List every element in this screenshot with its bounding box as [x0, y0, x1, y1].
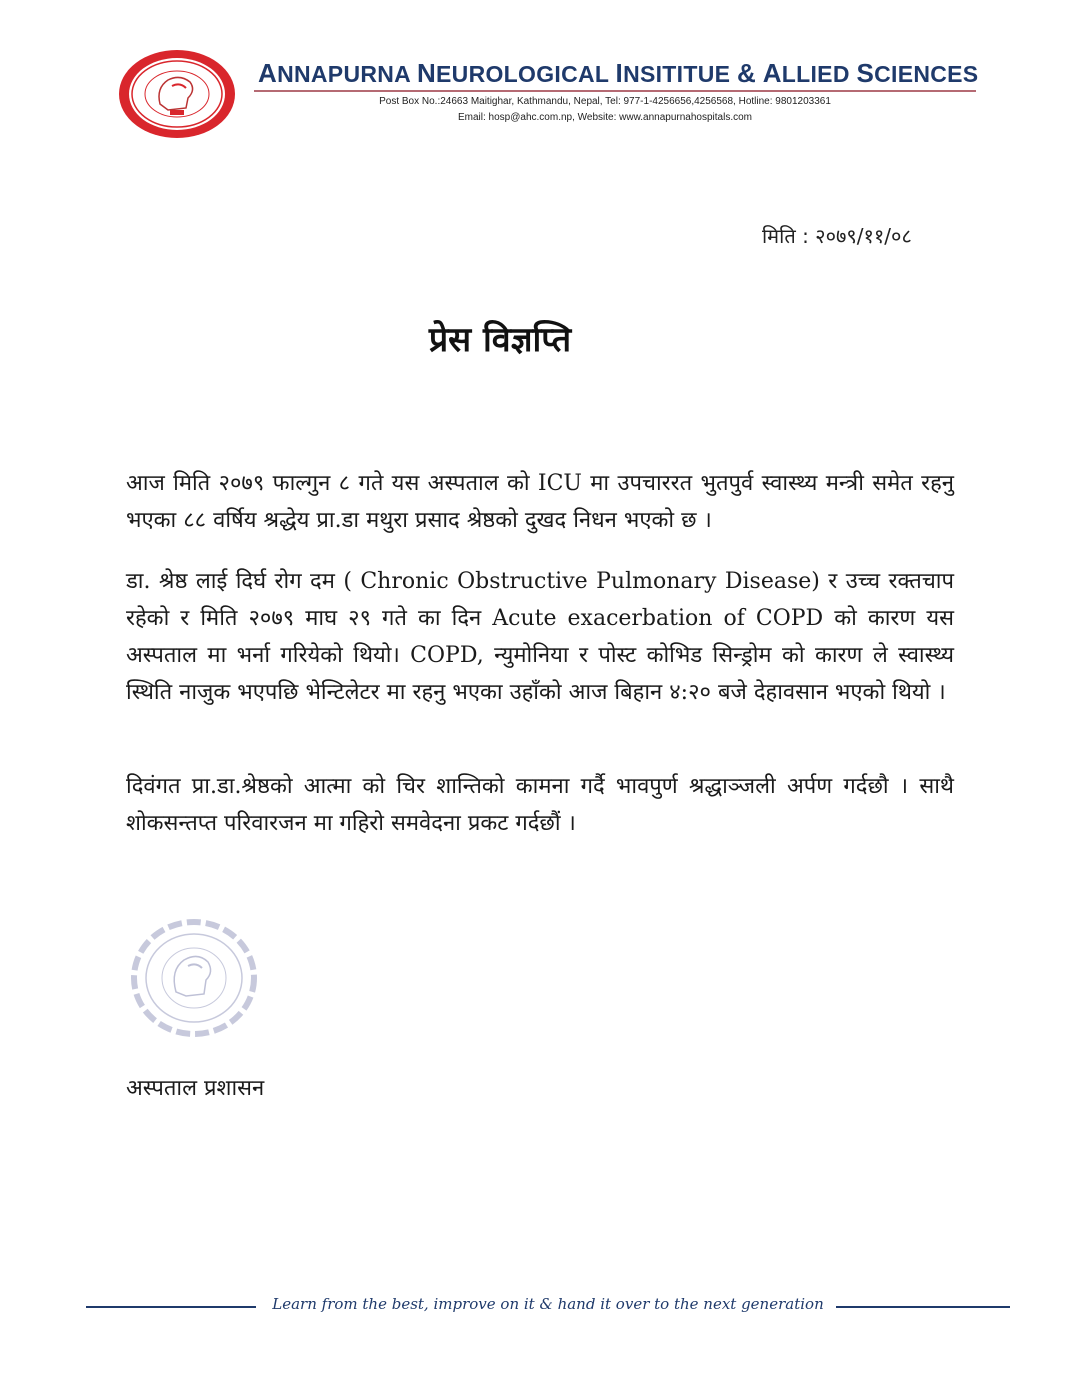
- header-divider: [254, 90, 976, 92]
- organization-name: ANNAPURNA NEUROLOGICAL INSITITUE & ALLIED SCIENCES: [258, 58, 979, 88]
- paragraph-medical-details: डा. श्रेष्ठ लाई दिर्घ रोग दम ( Chronic Obstructive Pulmonary Disease) र उच्च रक्तचाप रहेको र मिति २०७९ माघ २९ गते का दिन Acute exacerbation of COPD को कारण यस अस्पताल मा भर्ना गरियेको थियो। COPD, न्युमोनिया र पोस्ट कोभिड सिन्ड्रोम को कारण ले स्वास्थ्य स्थिति नाजुक भएपछि भेन्टिलेटर मा रहनु भएका उहाँको आज बिहान ४:२० बजे देहावसान भएको थियो ।: [126, 569, 954, 705]
- footer-motto-bar: [86, 1292, 1010, 1322]
- contact-address: Post Box No.:24663 Maitighar, Kathmandu, Nepal, Tel: 977-1-4256656,4256568, Hotline: 9801203361: [379, 96, 831, 107]
- paragraph-condolence: दिवंगत प्रा.डा.श्रेष्ठको आत्मा को चिर शान्तिको कामना गर्दै भावपुर्ण श्रद्धाञ्जली अर्पण गर्दछौ । साथै शोकसन्तप्त परिवारजन मा गहिरो समवेदना प्रकट गर्दछौं ।: [126, 774, 954, 836]
- contact-email-website: Email: hosp@ahc.com.np, Website: www.annapurnahospitals.com: [458, 112, 752, 123]
- hospital-seal-logo-icon: [116, 48, 238, 140]
- paragraph-announcement: आज मिति २०७९ फाल्गुन ८ गते यस अस्पताल को ICU मा उपचाररत भुतपुर्व स्वास्थ्य मन्त्री समेत रहनु भएका ८८ वर्षिय श्रद्धेय प्रा.डा मथुरा प्रसाद श्रेष्ठको दुखद निधन भएको छ ।: [126, 471, 954, 533]
- footer-line-left: [86, 1306, 256, 1308]
- signature-hospital-administration: अस्पताल प्रशासन: [126, 1076, 265, 1101]
- hospital-stamp-icon: [130, 918, 258, 1038]
- footer-line-right: [836, 1306, 1010, 1308]
- letterhead: [0, 0, 1080, 150]
- document-date: मिति : २०७९/११/०८: [762, 224, 912, 248]
- footer-motto: Learn from the best, improve on it & hand it over to the next generation: [272, 1295, 824, 1313]
- page-title: प्रेस विज्ञप्ति: [428, 320, 572, 360]
